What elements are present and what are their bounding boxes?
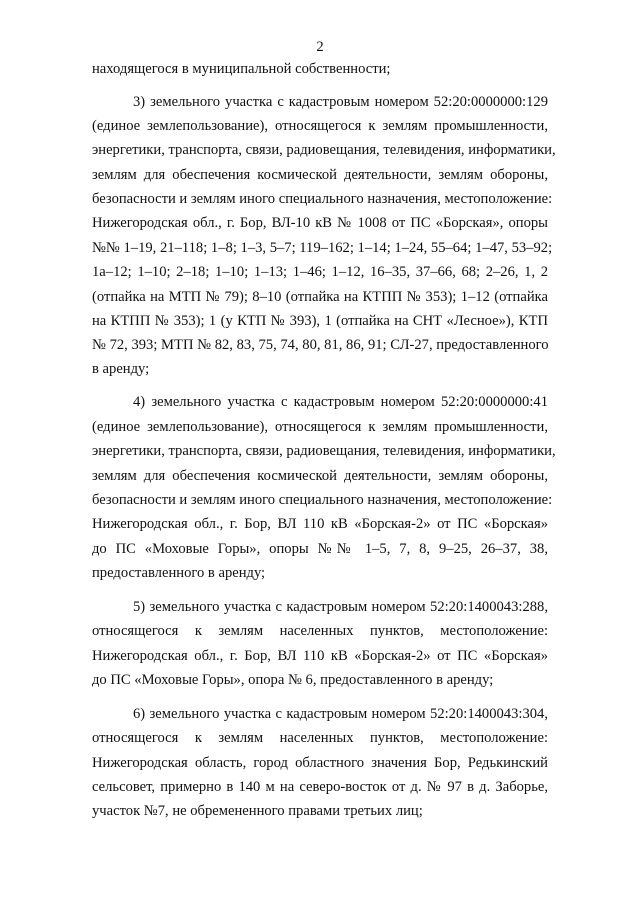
text-line: сельсовет, примерно в 140 м на северо-восток от д. № 97 в д. Заборье, <box>92 779 548 795</box>
text-line: безопасности и землям иного специального назначения, местоположение: <box>92 492 553 508</box>
text-line: (единое землепользование), относящегося к землям промышленности, <box>92 118 548 134</box>
text-line: до ПС «Моховые Горы», опора № 6, предоставленного в аренду; <box>92 672 494 688</box>
text-line: 3) земельного участка с кадастровым номером 52:20:0000000:129 <box>133 94 548 110</box>
text-line: землям для обеспечения космической деятельности, землям обороны, <box>92 468 548 484</box>
text-line: относящегося к землям населенных пунктов, местоположение: <box>92 623 548 639</box>
text-line: 4) земельного участка с кадастровым номером 52:20:0000000:41 <box>133 394 548 410</box>
text-line: участок №7, не обремененного правами третьих лиц; <box>92 803 423 819</box>
page-number: 2 <box>316 39 324 55</box>
text-line: до ПС «Моховые Горы», опоры №№ 1–5, 7, 8, 9–25, 26–37, 38, <box>92 541 548 557</box>
text-line: безопасности и землям иного специального назначения, местоположение: <box>92 191 553 207</box>
text-line: находящегося в муниципальной собственности; <box>92 61 391 77</box>
text-line: Нижегородская область, город областного значения Бор, Редькинский <box>92 755 548 771</box>
text-line: 1а–12; 1–10; 2–18; 1–10; 1–13; 1–46; 1–12, 16–35, 37–66, 68; 2–26, 1, 2 <box>92 264 548 280</box>
text-line: (отпайка на МТП № 79); 8–10 (отпайка на КТПП № 353); 1–12 (отпайка <box>92 289 548 305</box>
text-line: Нижегородская обл., г. Бор, ВЛ 110 кВ «Борская-2» от ПС «Борская» <box>92 516 548 532</box>
text-line: на КТПП № 353); 1 (у КТП № 393), 1 (отпайка на СНТ «Лесное»), КТП <box>92 313 548 329</box>
text-line: Нижегородская обл., г. Бор, ВЛ-10 кВ № 1008 от ПС «Борская», опоры <box>92 215 548 231</box>
text-line: в аренду; <box>92 361 150 377</box>
text-line: предоставленного в аренду; <box>92 565 266 581</box>
text-line: № 72, 393; МТП № 82, 83, 75, 74, 80, 81, 86, 91; СЛ-27, предоставленного <box>92 337 549 353</box>
text-line: №№ 1–19, 21–118; 1–8; 1–3, 5–7; 119–162; 1–14; 1–24, 55–64; 1–47, 53–92; <box>92 240 553 256</box>
text-line: землям для обеспечения космической деятельности, землям обороны, <box>92 167 548 183</box>
text-line: энергетики, транспорта, связи, радиовещания, телевидения, информатики, <box>92 443 556 459</box>
text-line: Нижегородская обл., г. Бор, ВЛ 110 кВ «Борская-2» от ПС «Борская» <box>92 648 548 664</box>
text-line: (единое землепользование), относящегося к землям промышленности, <box>92 419 548 435</box>
text-line: относящегося к землям населенных пунктов, местоположение: <box>92 730 548 746</box>
text-line: энергетики, транспорта, связи, радиовещания, телевидения, информатики, <box>92 142 556 158</box>
text-line: 5) земельного участка с кадастровым номером 52:20:1400043:288, <box>133 599 548 615</box>
text-line: 6) земельного участка с кадастровым номером 52:20:1400043:304, <box>133 706 548 722</box>
